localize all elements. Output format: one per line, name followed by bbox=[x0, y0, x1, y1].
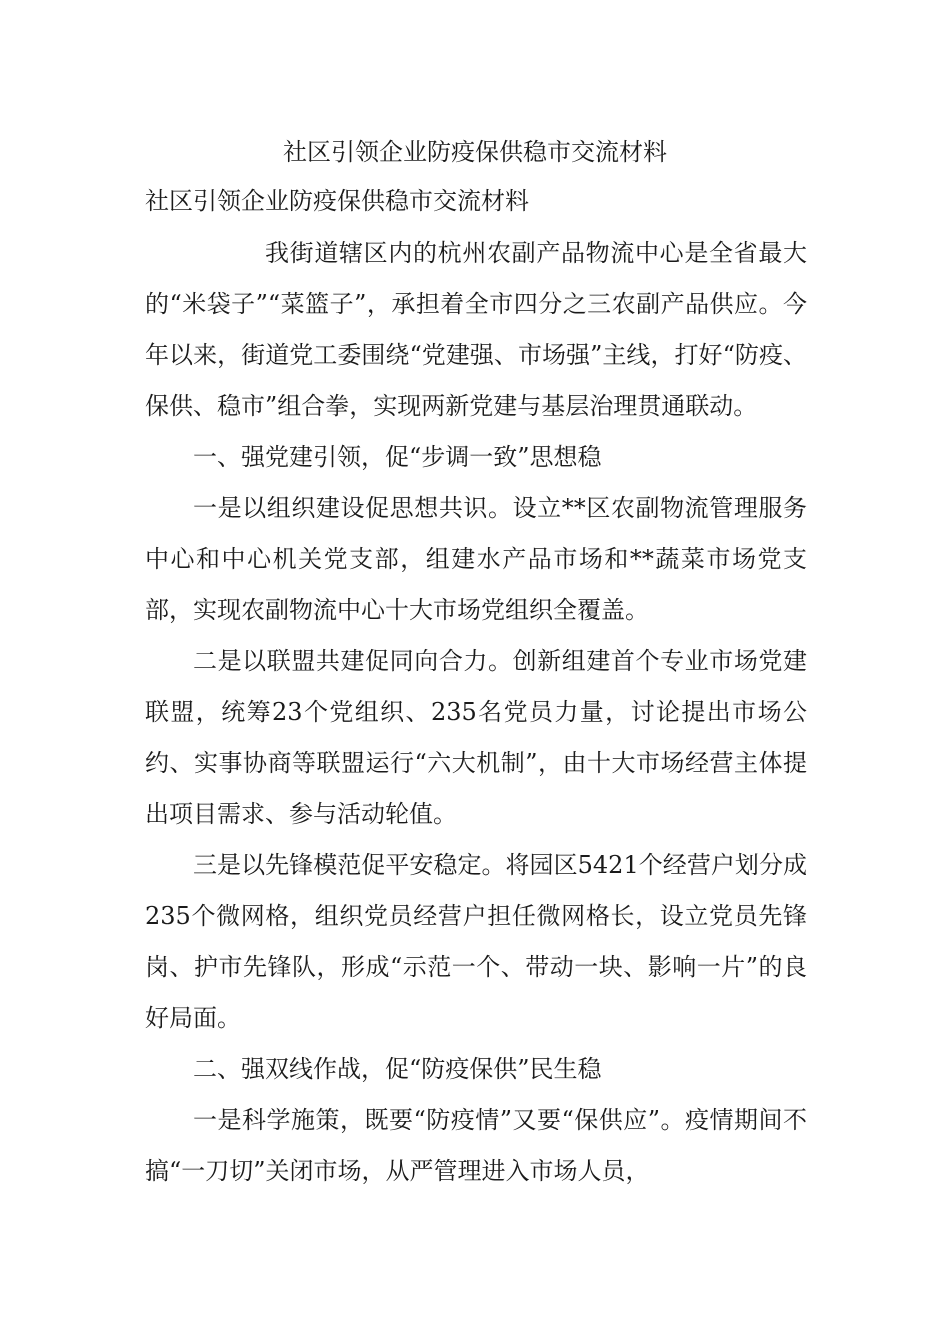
document-subtitle: 社区引领企业防疫保供稳市交流材料 bbox=[145, 187, 529, 215]
paragraph: 一是科学施策，既要“防疫情”又要“保供应”。疫情期间不搞“一刀切”关闭市场，从严管理进入市场人员， bbox=[145, 1106, 807, 1185]
paragraph: 三是以先锋模范促平安稳定。将园区5421个经营户划分成235个微网格，组织党员经营户担任微网格长，设立党员先锋岗、护市先锋队，形成“示范一个、带动一块、影响一片”的良好局面。 bbox=[145, 851, 807, 1032]
paragraph-intro: 我街道辖区内的杭州农副产品物流中心是全省最大的“米袋子”“菜篮子”，承担着全市四分之三农副产品供应。今年以来，街道党工委围绕“党建强、市场强”主线，打好“防疫、保供、稳市”组合拳，实现两新党建与基层治理贯通联动。 bbox=[145, 239, 807, 420]
paragraph: 一是以组织建设促思想共识。设立**区农副物流管理服务中心和中心机关党支部，组建水产品市场和**蔬菜市场党支部，实现农副物流中心十大市场党组织全覆盖。 bbox=[145, 494, 807, 624]
section-heading-2: 二、强双线作战，促“防疫保供”民生稳 bbox=[193, 1055, 602, 1083]
paragraph: 二是以联盟共建促同向合力。创新组建首个专业市场党建联盟，统筹23个党组织、235名党员力量，讨论提出市场公约、实事协商等联盟运行“六大机制”，由十大市场经营主体提出项目需求、参与活动轮值。 bbox=[145, 647, 807, 828]
document-body bbox=[145, 228, 807, 1197]
section-heading-1: 一、强党建引领，促“步调一致”思想稳 bbox=[193, 443, 602, 471]
document-title: 社区引领企业防疫保供稳市交流材料 bbox=[283, 138, 667, 166]
